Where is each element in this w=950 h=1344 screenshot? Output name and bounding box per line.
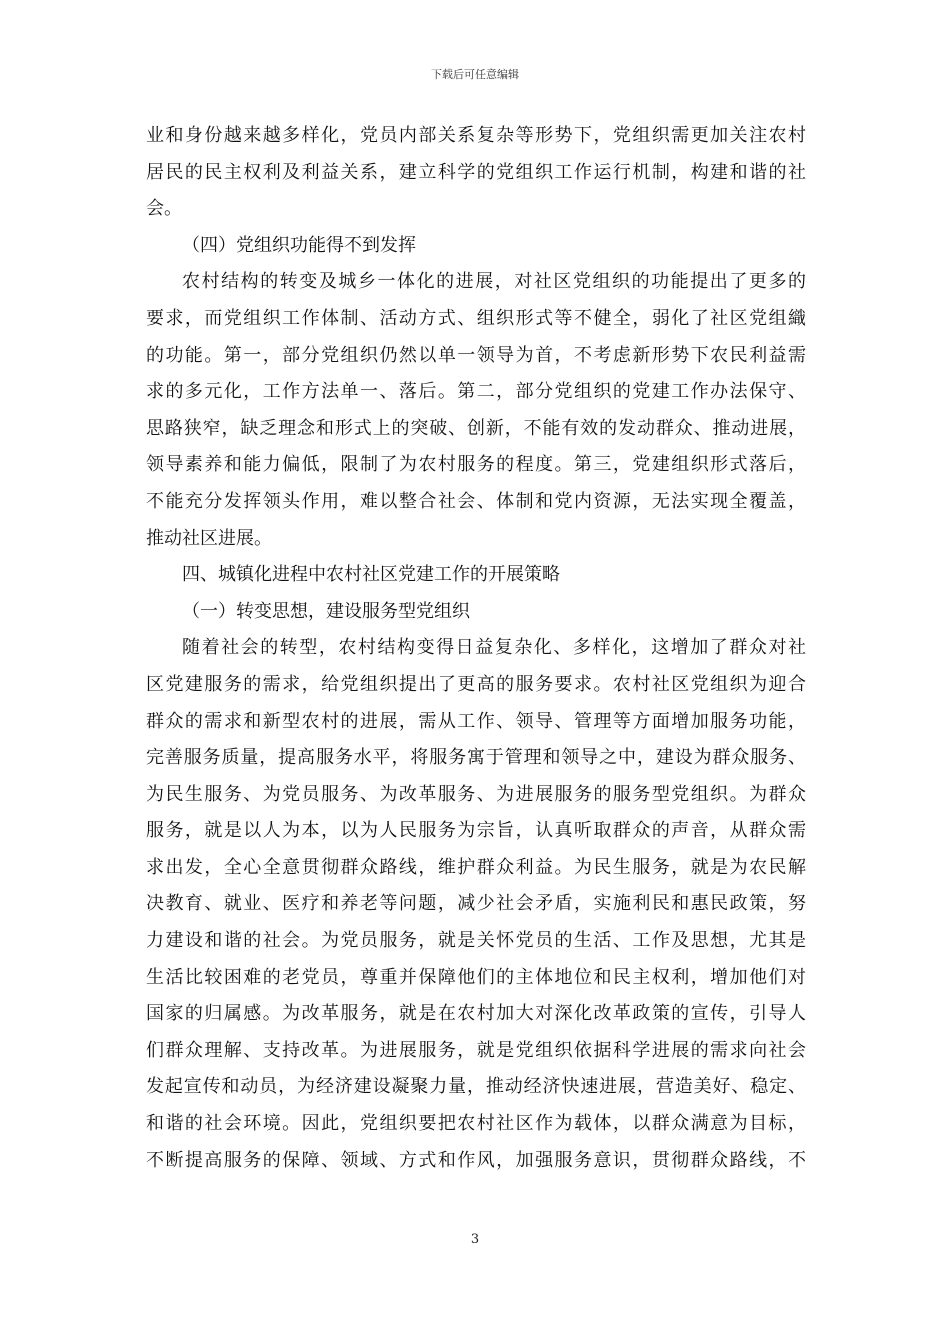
text-line: （一）转变思想，建设服务型党组织: [182, 600, 470, 622]
text-line: 力建设和谐的社会。为党员服务，就是关怀党员的生活、工作及思想，尤其是: [146, 930, 806, 952]
text-line: 为民生服务、为党员服务、为改革服务、为进展服务的服务型党组织。为群众: [146, 783, 806, 805]
text-line: 求出发，全心全意贯彻群众路线，维护群众利益。为民生服务，就是为农民解: [146, 856, 806, 878]
text-line: 的功能。第一，部分党组织仍然以单一领导为首，不考虑新形势下农民利益需: [146, 344, 806, 366]
text-line: 不能充分发挥领头作用，难以整合社会、体制和党内资源，无法实现全覆盖，: [146, 490, 806, 512]
text-line: 们群众理解、支持改革。为进展服务，就是党组织依据科学进展的需求向社会: [146, 1039, 806, 1061]
text-line: 发起宣传和动员，为经济建设凝聚力量，推动经济快速进展，营造美好、稳定、: [146, 1076, 806, 1098]
text-line: 居民的民主权利及利益关系，建立科学的党组织工作运行机制，构建和谐的社: [146, 161, 806, 183]
text-line: 不断提高服务的保障、领域、方式和作风，加强服务意识，贯彻群众路线，不: [146, 1149, 806, 1171]
text-line: 四、城镇化进程中农村社区党建工作的开展策略: [182, 564, 560, 586]
text-line: 会。: [146, 198, 182, 220]
text-line: 区党建服务的需求，给党组织提出了更高的服务要求。农村社区党组织为迎合: [146, 673, 806, 695]
text-line: 国家的归属感。为改革服务，就是在农村加大对深化改革政策的宣传，引导人: [146, 1003, 806, 1025]
text-line: 群众的需求和新型农村的进展，需从工作、领导、管理等方面增加服务功能，: [146, 710, 806, 732]
text-line: 随着社会的转型，农村结构变得日益复杂化、多样化，这增加了群众对社: [182, 637, 806, 659]
text-line: 业和身份越来越多样化，党员内部关系复杂等形势下，党组织需更加关注农村: [146, 125, 806, 146]
text-line: 完善服务质量，提高服务水平，将服务寓于管理和领导之中，建设为群众服务、: [146, 747, 806, 769]
text-line: 领导素养和能力偏低，限制了为农村服务的程度。第三，党建组织形式落后，: [146, 454, 806, 476]
text-line: 服务，就是以人为本，以为人民服务为宗旨，认真听取群众的声音，从群众需: [146, 820, 806, 842]
text-line: 和谐的社会环境。因此，党组织要把农村社区作为载体，以群众满意为目标，: [146, 1113, 806, 1135]
text-line: 求的多元化，工作方法单一、落后。第二，部分党组织的党建工作办法保守、: [146, 381, 806, 403]
page-header: 下载后可任意编辑: [431, 68, 519, 81]
text-line: 推动社区进展。: [146, 527, 272, 549]
text-line: 思路狭窄，缺乏理念和形式上的突破、创新，不能有效的发动群众、推动进展，: [146, 417, 806, 439]
text-line: （四）党组织功能得不到发挥: [182, 234, 416, 256]
text-line: 农村结构的转变及城乡一体化的进展，对社区党组织的功能提出了更多的: [182, 271, 806, 293]
body-text: [146, 118, 806, 1179]
text-line: 要求，而党组织工作体制、活动方式、组织形式等不健全，弱化了社区党组織: [146, 307, 806, 329]
text-line: 生活比较困难的老党员，尊重并保障他们的主体地位和民主权利，增加他们对: [146, 966, 806, 988]
page-number: 3: [470, 1232, 480, 1247]
text-line: 决教育、就业、医疗和养老等问题，减少社会矛盾，实施利民和惠民政策，努: [146, 893, 806, 915]
